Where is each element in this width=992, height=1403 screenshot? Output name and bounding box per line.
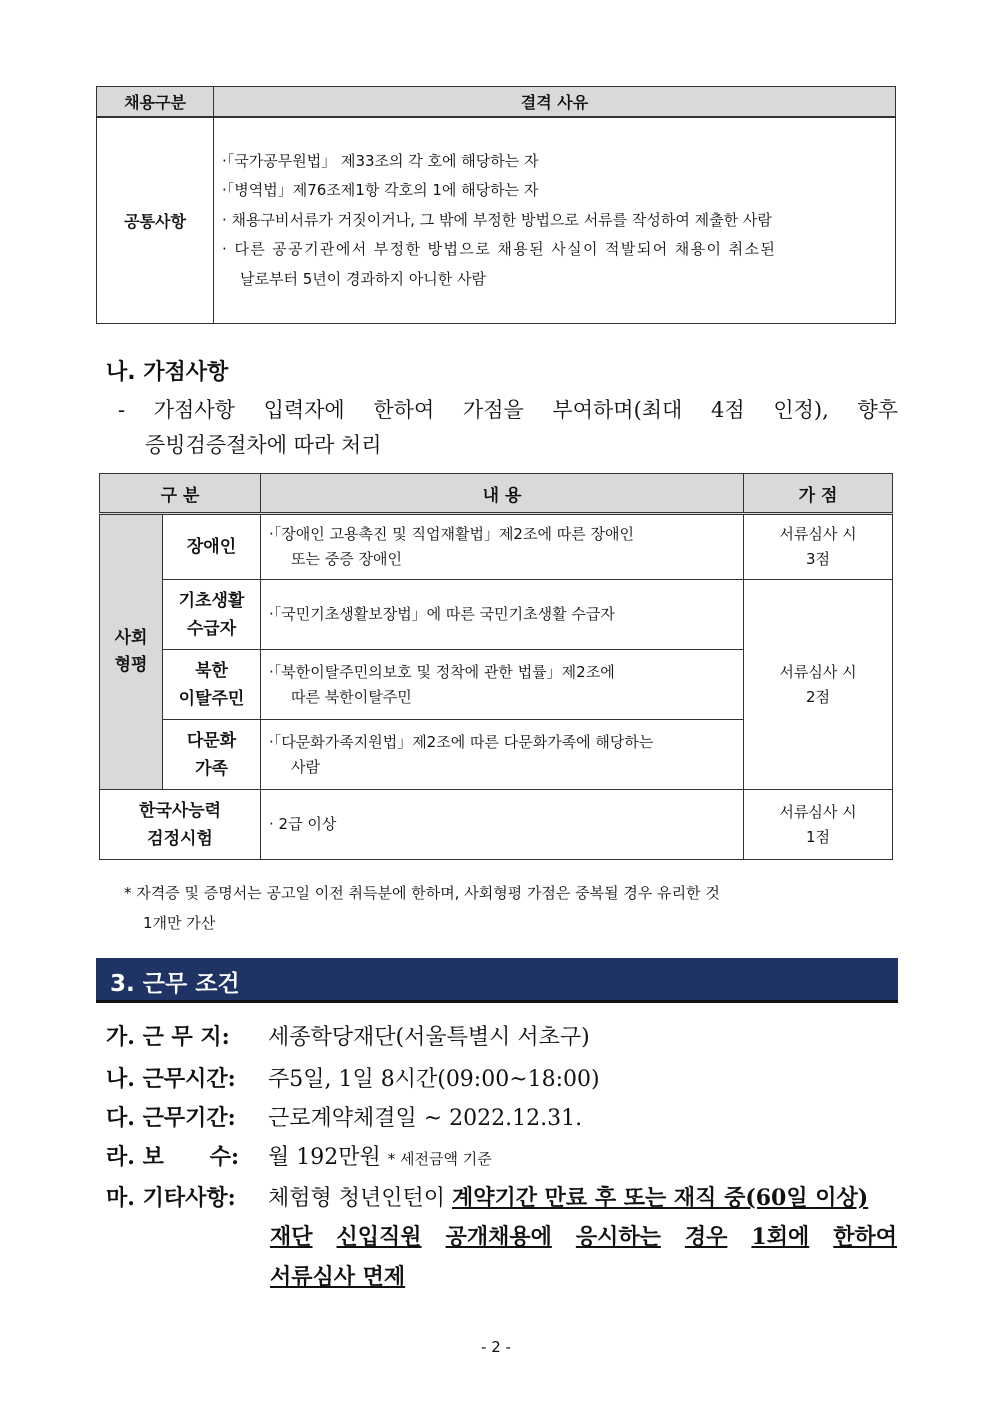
bonus-description	[118, 393, 898, 463]
condition-key: 마. 기타사항:	[106, 1185, 236, 1211]
word: 공개채용에	[445, 1224, 552, 1250]
row-label-disabled: 장애인	[163, 514, 261, 580]
row-content-multicultural	[261, 720, 744, 790]
row-label-korean-history: 한국사능력 검정시험	[100, 790, 261, 860]
condition-value: 체험형 청년인턴이	[268, 1186, 446, 1211]
header-category: 채용구분	[97, 87, 214, 118]
content-line: ·「북한이탈주민의보호 및 정착에 관한 법률」제2조에	[269, 662, 615, 681]
condition-note: * 세전금액 기준	[387, 1150, 492, 1168]
word: 인정),	[773, 398, 829, 422]
condition-period	[106, 1101, 582, 1132]
row-score-disabled	[744, 514, 893, 580]
score-line: 서류심사 시	[779, 662, 857, 681]
header-category: 구 분	[100, 474, 261, 514]
note-line: * 자격증 및 증명서는 공고일 이전 취득분에 한하며, 사회형평 가점은 중복될 경우 유리한 것	[124, 884, 720, 902]
content-line: 또는 중증 장애인	[291, 550, 402, 568]
condition-etc-line3: 서류심사 면제	[270, 1264, 406, 1290]
header-score: 가 점	[744, 474, 893, 514]
bonus-description-line1	[118, 393, 898, 428]
row-label-common: 공통사항	[97, 117, 214, 324]
condition-key: 나. 근무시간:	[106, 1066, 236, 1092]
reason-line: · 채용구비서류가 거짓이거나, 그 밖에 부정한 방법으로 서류를 작성하여 제출한 사람	[222, 210, 772, 229]
disqualification-table	[96, 86, 896, 324]
word: 응시하는	[575, 1224, 661, 1250]
word: 1회에	[751, 1224, 810, 1250]
row-score-shared	[744, 580, 893, 790]
page-number: - 2 -	[481, 1338, 511, 1356]
bonus-table	[99, 473, 893, 860]
condition-key: 다. 근무기간:	[106, 1105, 236, 1131]
reason-line: 날로부터 5년이 경과하지 아니한 사람	[240, 269, 486, 288]
bonus-note	[124, 878, 894, 938]
word: 한하여	[373, 398, 435, 422]
section-banner	[96, 958, 898, 1003]
word: 경우	[684, 1224, 728, 1250]
header-reason: 결격 사유	[214, 87, 896, 118]
group-social-equity: 사회 형평	[100, 514, 163, 790]
condition-key: 라. 보 수:	[106, 1144, 240, 1170]
row-content-defector	[261, 650, 744, 720]
row-label-defector: 북한 이탈주민	[163, 650, 261, 720]
reason-line: ·「국가공무원법」 제33조의 각 호에 해당하는 자	[222, 151, 539, 170]
disqualification-reasons	[214, 117, 896, 324]
condition-value: 월 192만원	[268, 1145, 381, 1170]
score-line: 서류심사 시	[779, 802, 857, 821]
score-line: 3점	[805, 550, 831, 568]
condition-etc-line2	[270, 1220, 897, 1251]
condition-hours	[106, 1062, 600, 1093]
score-line: 서류심사 시	[779, 525, 857, 543]
condition-pay	[106, 1140, 492, 1171]
word: 향후	[857, 398, 898, 422]
content-line: 따른 북한이탈주민	[291, 687, 412, 706]
reason-line: ·「병역법」제76조제1항 각호의 1에 해당하는 자	[222, 181, 539, 200]
row-content-korean-history	[261, 790, 744, 860]
row-label-multicultural: 다문화 가족	[163, 720, 261, 790]
header-content: 내 용	[261, 474, 744, 514]
row-score-korean-history	[744, 790, 893, 860]
content-line: ·「국민기초생활보장법」에 따른 국민기초생활 수급자	[269, 605, 615, 623]
condition-value: 주5일, 1일 8시간(09:00~18:00)	[268, 1067, 600, 1092]
word: 가점을	[462, 398, 524, 422]
word: 입력자에	[263, 398, 345, 422]
word: 가점사항	[153, 398, 235, 422]
content-line: 사람	[291, 757, 320, 776]
word: 4점	[711, 398, 745, 422]
word: 한하여	[833, 1224, 897, 1250]
note-line: 1개만 가산	[143, 914, 216, 932]
bonus-description-line2: 증빙검증절차에 따라 처리	[145, 433, 382, 457]
banner-title: 3. 근무 조건	[110, 971, 240, 997]
word: 재단	[270, 1224, 313, 1250]
condition-value: 근로계약체결일 ~ 2022.12.31.	[268, 1106, 583, 1131]
score-line: 1점	[805, 827, 831, 846]
condition-value-emphasis: 계약기간 만료 후 또는 재직 중(60일 이상)	[452, 1185, 869, 1211]
word: 부여하며(최대	[552, 398, 683, 422]
content-line: ·「장애인 고용촉진 및 직업재활법」제2조에 따른 장애인	[269, 525, 634, 543]
bonus-section-title: 나. 가점사항	[106, 360, 229, 385]
condition-place	[106, 1020, 590, 1051]
word: -	[118, 398, 126, 422]
score-line: 2점	[805, 687, 831, 706]
condition-etc	[106, 1181, 868, 1212]
content-line: · 2급 이상	[269, 815, 337, 833]
condition-key: 가. 근 무 지:	[106, 1024, 230, 1050]
row-content-disabled	[261, 514, 744, 580]
word: 신입직원	[336, 1224, 422, 1250]
condition-value: 세종학당재단(서울특별시 서초구)	[268, 1025, 590, 1050]
row-content-basic-living	[261, 580, 744, 650]
row-label-basic-living: 기초생활 수급자	[163, 580, 261, 650]
content-line: ·「다문화가족지원법」제2조에 따른 다문화가족에 해당하는	[269, 732, 654, 751]
reason-line: · 다른 공공기관에서 부정한 방법으로 채용된 사실이 적발되어 채용이 취소된	[222, 240, 777, 259]
